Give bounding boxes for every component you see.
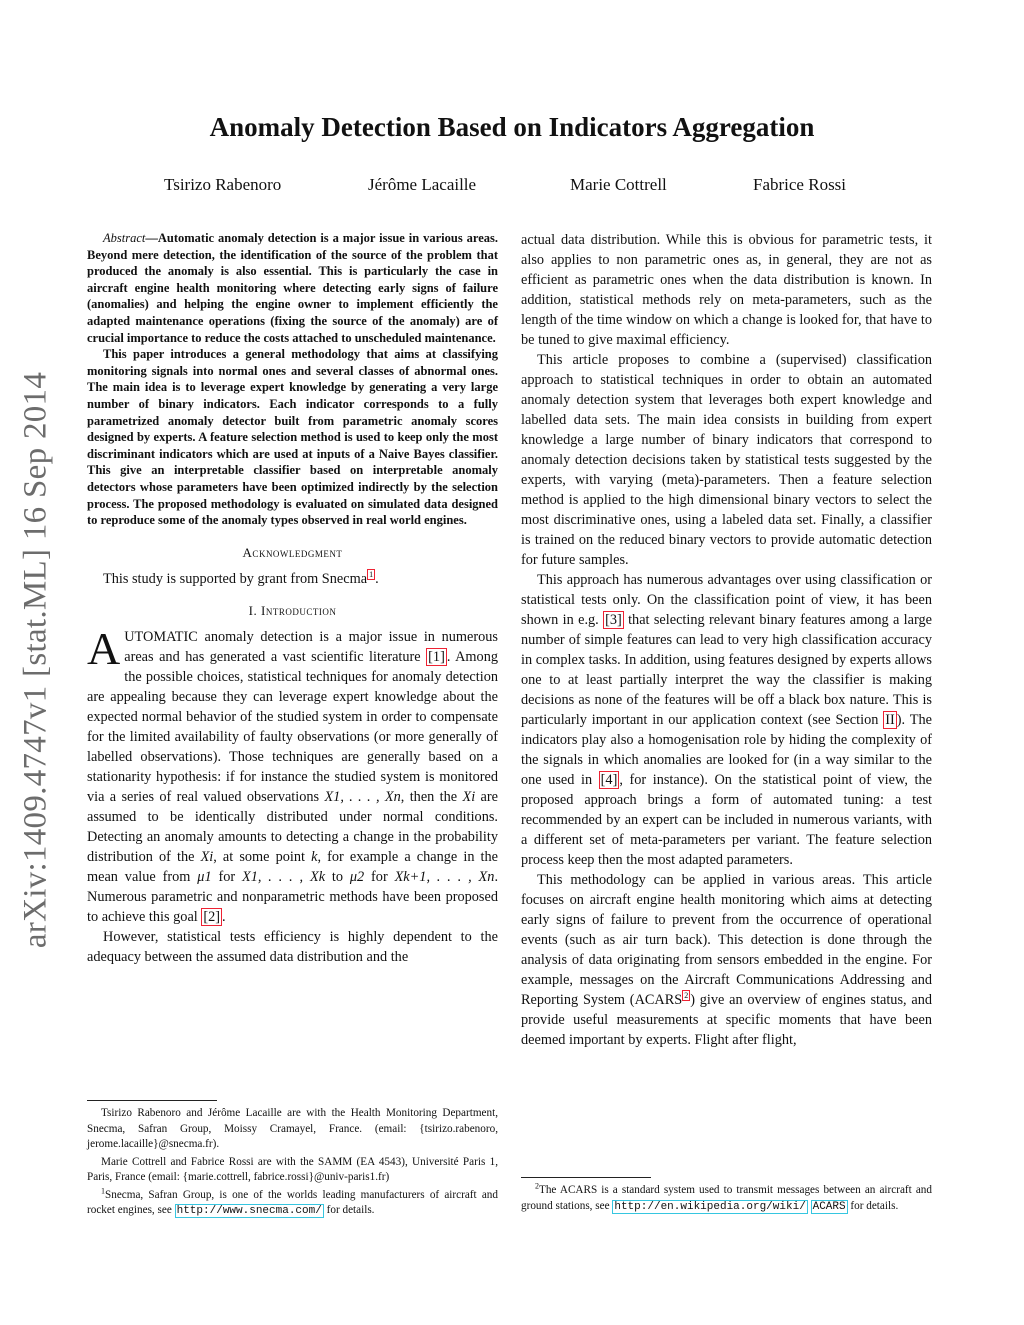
intro-heading: I. Introduction: [248, 602, 337, 618]
abstract-label: Abstract: [103, 231, 146, 245]
abstract-paragraph-2: This paper introduces a general methodology that aims at classifying monitoring signals into normal ones and several classes of abnormal ones. The main idea is to leverage expert knowledge by generating a very large number of binary indicators. Each indicator corresponds to a fully parametrized anomaly detector built from parametric anomaly scores designed by experts. A feature selection method is used to keep only the most discriminant indicators which are used at inputs of a Naive Bayes classifier. This give an interpretable classifier based on interpretable anomaly detectors whose parameters have been optimized indirectly by the selection process. The proposed methodology is evaluated on simulated data designed to reproduce some of the anomaly types observed in real world engines.: [87, 347, 498, 528]
author-1: Tsirizo Rabenoro: [164, 175, 282, 194]
math-xi: Xi: [462, 788, 476, 805]
intro-p1-k: .: [222, 908, 226, 925]
footnote-1: [87, 1185, 498, 1220]
footnote-2-end: for details.: [847, 1199, 899, 1212]
left-column: [87, 230, 498, 967]
right-paragraph-1: This article proposes to combine a (supervised) classification approach to statistical techniques in order to obtain an automated anomaly detection system that leverages both expert knowledge and labelled data sets. The main idea consists in building from expert knowledge a large number of binary indicators that correspond to anomaly detection decisions taken by statistical tests suggested by the experts, with varying (meta)-parameters. Then a feature selection method is applied to the high dimensional binary vectors to select the most discriminative ones, using a labeled data set. Finally, a classifier is trained on the reduced binary vectors to provide automatic detection for future samples.: [521, 352, 932, 568]
intro-p1-d: are assumed to be identically distributed under normal conditions. Detecting an anomaly amounts to detecting a change in the probability distribution of the: [87, 788, 498, 865]
intro-p1-c: , then the: [400, 788, 463, 805]
math-x1k: X1, . . . , Xk: [241, 868, 326, 885]
footnote-rule-left: [87, 1100, 217, 1101]
acars-url-link-2[interactable]: ACARS: [812, 1200, 846, 1213]
math-mu1: μ1: [197, 868, 212, 885]
ref-2-link[interactable]: [2]: [203, 908, 221, 925]
paper-title: Anomaly Detection Based on Indicators Aggregation: [209, 112, 815, 142]
ref-4-link[interactable]: [4]: [600, 772, 618, 788]
ack-body: This study is supported by grant from Snecma: [103, 570, 368, 587]
intro-p1-h: to: [325, 868, 350, 885]
footnote-2-mark: 2: [535, 1181, 539, 1191]
footnote-2-text: The ACARS is a standard system used to transmit messages between an aircraft and ground stations, see: [521, 1184, 932, 1212]
right-paragraph-0: actual data distribution. While this is obvious for parametric tests, it also applies to non parametric ones as, in general, they are not as efficient as parametric ones when the data distribution is known. In addition, statistical methods rely on meta-parameters, such as the length of the time window on which a change is looked for, that have to be tuned to give maximal efficiency.: [521, 232, 932, 348]
right-p2-c: ). The indicators play also a homogenisation role by hiding the complexity of the signals in which anomalies are looked for (in a way similar to the one used in: [521, 712, 932, 788]
intro-p1-i: for: [364, 868, 395, 885]
ref-1-link[interactable]: [1]: [428, 648, 445, 665]
footnote-1-link[interactable]: 1: [369, 569, 374, 579]
right-p2-b: that selecting relevant binary features among a large number of simple features can lead to very high classification accuracy in complex tasks. In addition, using features designed by experts allows one to at least partially interpret the way the classifier is making decisions as none of the features will be off a black box nature. This is particularly important in our application context (see Section: [521, 612, 932, 728]
right-p2-d: , for instance). On the statistical point of view, the proposed approach brings a form of automated tuning: a test recommended by an expert can be included in numerous variants, with a different set of meta-parameters per variant. The feature selection process keep then the most adapted parameters.: [521, 772, 932, 868]
footnote-2: [521, 1183, 932, 1215]
math-xk1n: Xk+1, . . . , Xn: [394, 868, 495, 885]
ref-3-link[interactable]: [3]: [605, 612, 622, 628]
footnote-affil-1: Tsirizo Rabenoro and Jérôme Lacaille are with the Health Monitoring Department, Snecma, Safran Group, Moissy Cramayel, France. (email: {tsirizo.rabenoro, jerome.lacaille}@snecma.fr).: [87, 1107, 498, 1150]
intro-paragraph-1: [87, 622, 499, 927]
right-paragraph-2: [521, 570, 932, 870]
math-mu2: μ2: [349, 868, 365, 885]
snecma-url-link[interactable]: http://www.snecma.com/: [176, 1205, 322, 1217]
footnote-1-mark: 1: [101, 1185, 105, 1195]
intro-p1-b: . Among the possible choices, statistical techniques for anomaly detection are appealing because they can leverage expert knowledge about the expected normal behavior of the studied system in order to compensate for the limited availability of faulty observations (or more generally of labelled observations). Those techniques are generally based on a stationarity hypothesis: if for instance the studied system is monitored via a series of real valued observations: [87, 648, 498, 805]
author-2: Jérôme Lacaille: [368, 175, 477, 194]
right-p3-a: This methodology can be applied in various areas. This article focuses on aircraft engine health monitoring which aims at detecting early signs of failure to prevent from the occurrence of operational events (such as air turn back). This detection is done through the analysis of data originating from sensors embedded in the engine. For example, messages on the Aircraft Communications Addressing and Reporting System (ACARS: [521, 872, 932, 1008]
ack-heading: Acknowledgment: [242, 544, 343, 560]
math-x1n: X1, . . . , Xn: [324, 788, 401, 805]
footnote-1-text: Snecma, Safran Group, is one of the worlds leading manufacturers of aircraft and rocket engines, see: [87, 1188, 498, 1216]
abstract-text-1: Automatic anomaly detection is a major issue in various areas. Beyond mere detection, the identification of the source of the problem that produced the anomaly is also essential. This is particularly the case in aircraft engine health monitoring where detecting early signs of failure (anomalies) and helping the engine owner to implement efficiently the adapted maintenance operations (fixing the source of the anomaly) are of crucial importance to reduce the costs attached to unscheduled maintenance.: [87, 231, 498, 345]
right-column: [521, 230, 932, 1050]
math-xi-2: Xi: [200, 848, 214, 865]
footnote-2-link[interactable]: 2: [684, 991, 689, 1001]
intro-p1-a: UTOMATIC anomaly detection is a major issue in numerous areas and has generated a vast scientific literature: [124, 628, 498, 665]
right-paragraph-3: [521, 870, 932, 1050]
abstract-paragraph-1: [87, 230, 498, 346]
section-ii-link[interactable]: II: [885, 712, 895, 728]
author-4: Fabrice Rossi: [753, 175, 847, 194]
footnote-rule-right: [521, 1177, 651, 1178]
ack-end: .: [375, 570, 379, 587]
abstract-dash: —: [145, 231, 158, 245]
arxiv-side-label: arXiv:1409.4747v1 [stat.ML] 16 Sep 2014: [17, 371, 54, 949]
intro-p1-f: , for example a change in the mean value from: [87, 848, 499, 885]
acars-url-link-1[interactable]: http://en.wikipedia.org/wiki/: [614, 1200, 806, 1213]
intro-p1-e: , at some point: [213, 848, 312, 865]
footnotes-left: [87, 1106, 498, 1222]
footnotes-right: [521, 1183, 932, 1217]
math-k: k: [311, 848, 318, 865]
ack-text: [87, 569, 498, 589]
right-p2-a: This approach has numerous advantages over using classification or statistical tests only. On the classification point of view, it has been shown in e.g.: [521, 572, 932, 628]
dropcap: A: [87, 622, 121, 674]
intro-paragraph-2: However, statistical tests efficiency is highly dependent to the adequacy between the assumed data distribution and the: [87, 928, 498, 965]
right-p3-b: ) give an overview of engines status, and provide useful measurements at specific moments that have been deemed important by experts. Flight after flight,: [521, 992, 932, 1048]
footnote-1-end: for details.: [323, 1204, 375, 1216]
intro-p1-j: . Numerous parametric and nonparametric methods have been proposed to achieve this goal: [87, 868, 499, 925]
footnote-affil-2: Marie Cottrell and Fabrice Rossi are with the SAMM (EA 4543), Université Paris 1, Paris, France (email: {marie.cottrell, fabrice.rossi}@univ-paris1.fr): [87, 1155, 498, 1183]
author-3: Marie Cottrell: [570, 175, 667, 194]
intro-p1-g: for: [211, 868, 242, 885]
